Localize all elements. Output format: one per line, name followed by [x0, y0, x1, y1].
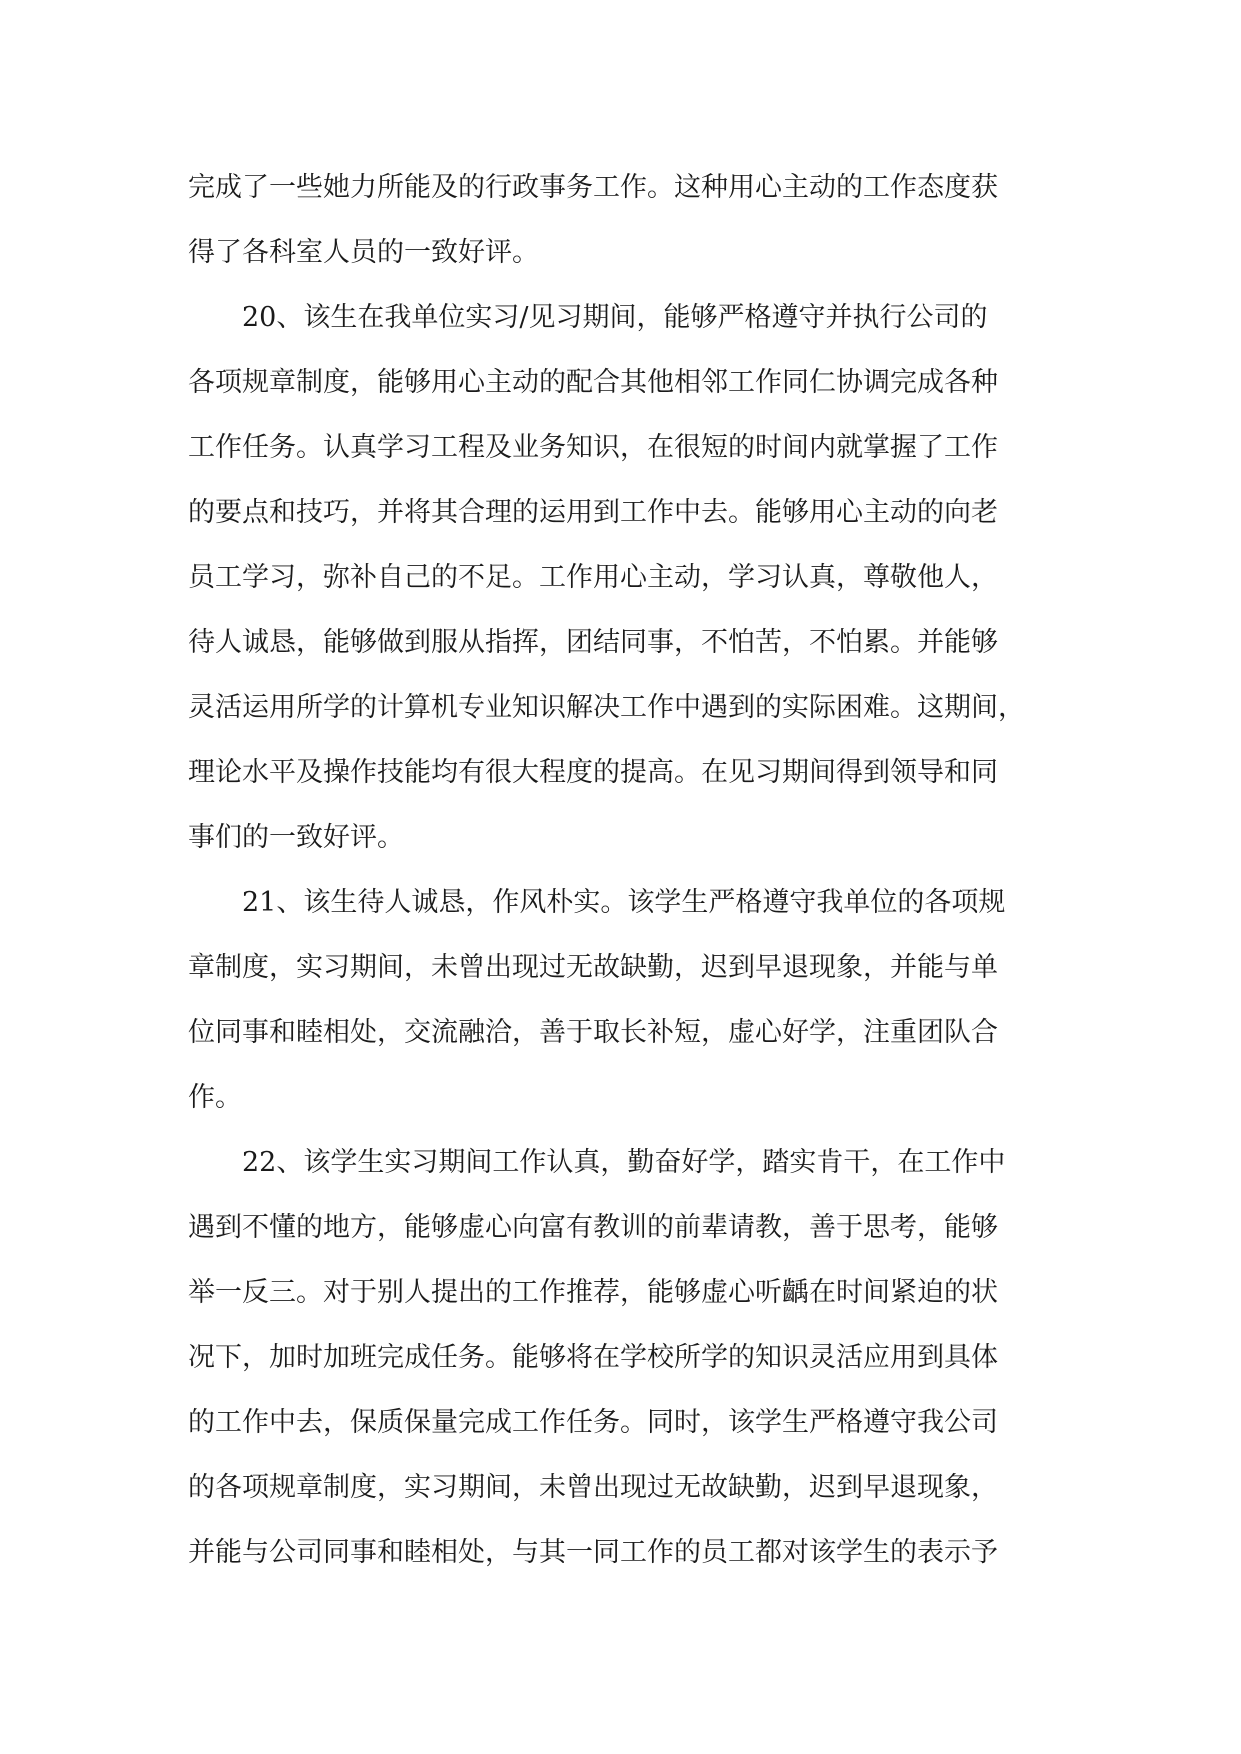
text-line: 完成了一些她力所能及的行政事务工作。这种用心主动的工作态度获 — [188, 172, 998, 203]
text-line: 举一反三。对于别人提出的工作推荐，能够虚心听齲在时间紧迫的状 — [188, 1277, 998, 1308]
text-line: 灵活运用所学的计算机专业知识解决工作中遇到的实际困难。这期间， — [188, 692, 1025, 723]
body-text — [188, 155, 1068, 1585]
text-line: 各项规章制度，能够用心主动的配合其他相邻工作同仁协调完成各种 — [188, 367, 998, 398]
text-line: 员工学习，弥补自己的不足。工作用心主动，学习认真，尊敬他人， — [188, 562, 998, 593]
text-line: 事们的一致好评。 — [188, 822, 404, 853]
text-line: 待人诚恳，能够做到服从指挥，团结同事，不怕苦，不怕累。并能够 — [188, 627, 998, 658]
text-line: 20、该生在我单位实习/见习期间，能够严格遵守并执行公司的 — [242, 302, 988, 333]
text-line: 章制度，实习期间，未曾出现过无故缺勤，迟到早退现象，并能与单 — [188, 952, 998, 983]
paragraph-continuation — [188, 155, 1068, 285]
text-line: 位同事和睦相处，交流融洽，善于取长补短，虚心好学，注重团队合 — [188, 1017, 998, 1048]
paragraph-22 — [188, 1130, 1068, 1585]
text-line: 理论水平及操作技能均有很大程度的提高。在见习期间得到领导和同 — [188, 757, 998, 788]
paragraph-21 — [188, 870, 1068, 1130]
text-line: 并能与公司同事和睦相处，与其一同工作的员工都对该学生的表示予 — [188, 1537, 998, 1568]
text-line: 22、该学生实习期间工作认真，勤奋好学，踏实肯干，在工作中 — [242, 1147, 1006, 1178]
text-line: 的工作中去，保质保量完成工作任务。同时，该学生严格遵守我公司 — [188, 1407, 998, 1438]
paragraph-20 — [188, 285, 1068, 870]
text-line: 的要点和技巧，并将其合理的运用到工作中去。能够用心主动的向老 — [188, 497, 998, 528]
text-line: 工作任务。认真学习工程及业务知识，在很短的时间内就掌握了工作 — [188, 432, 998, 463]
text-line: 的各项规章制度，实习期间，未曾出现过无故缺勤，迟到早退现象， — [188, 1472, 998, 1503]
text-line: 21、该生待人诚恳，作风朴实。该学生严格遵守我单位的各项规 — [242, 887, 1006, 918]
text-line: 作。 — [188, 1082, 242, 1113]
text-line: 遇到不懂的地方，能够虚心向富有教训的前辈请教，善于思考，能够 — [188, 1212, 998, 1243]
text-line: 得了各科室人员的一致好评。 — [188, 237, 539, 268]
text-line: 况下，加时加班完成任务。能够将在学校所学的知识灵活应用到具体 — [188, 1342, 998, 1373]
